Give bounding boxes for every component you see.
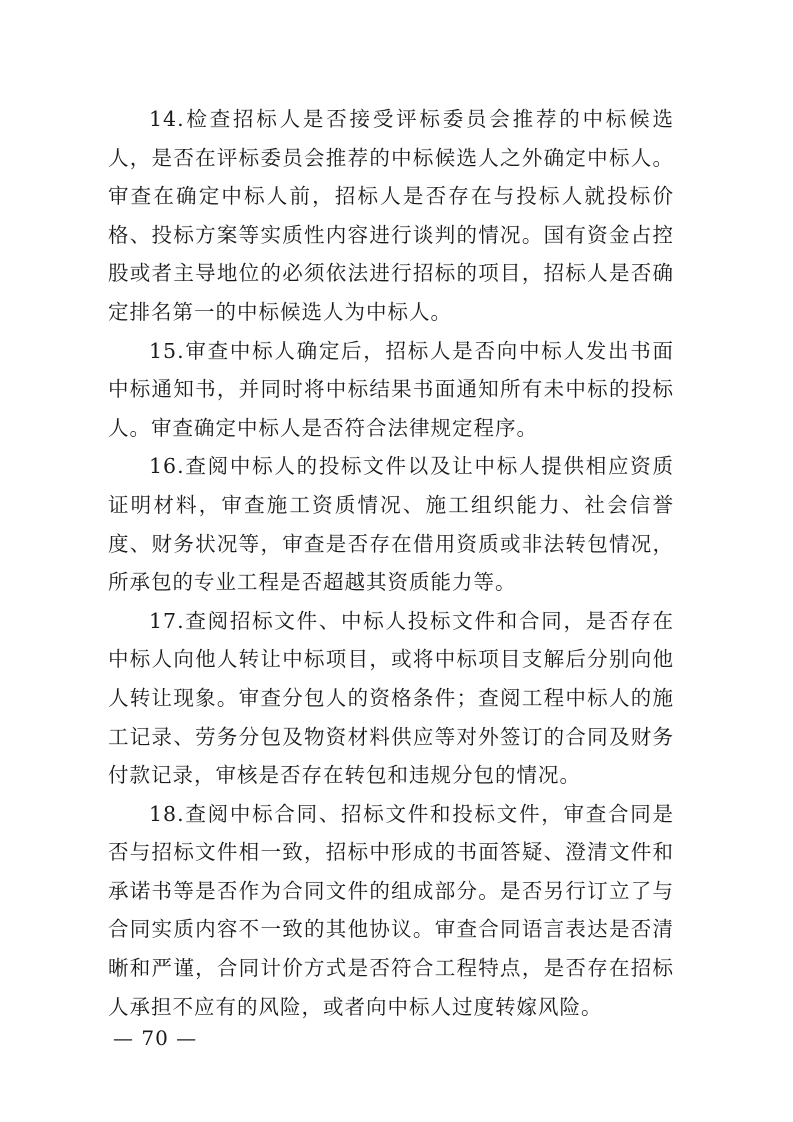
page-number: — 70 — (113, 1026, 198, 1050)
paragraph-item-16: 16.查阅中标人的投标文件以及让中标人提供相应资质证明材料，审查施工资质情况、施工组织能力、社会信誉度、财务状况等，审查是否存在借用资质或非法转包情况，所承包的专业工程是否超越其资质能力等。 (108, 454, 674, 595)
paragraph-item-18: 18.查阅中标合同、招标文件和投标文件，审查合同是否与招标文件相一致，招标中形成的书面答疑、澄清文件和承诺书等是否作为合同文件的组成部分。是否另行订立了与合同实质内容不一致的其他协议。审查合同语言表达是否清晰和严谨，合同计价方式是否符合工程特点，是否存在招标人承担不应有的风险，或者向中标人过度转嫁风险。 (108, 801, 674, 1019)
document-body (108, 100, 674, 1026)
paragraph-item-14: 14.检查招标人是否接受评标委员会推荐的中标候选人，是否在评标委员会推荐的中标候选人之外确定中标人。审查在确定中标人前，招标人是否存在与投标人就投标价格、投标方案等实质性内容进行谈判的情况。国有资金占控股或者主导地位的必须依法进行招标的项目，招标人是否确定排名第一的中标候选人为中标人。 (108, 107, 674, 324)
paragraph-item-17: 17.查阅招标文件、中标人投标文件和合同，是否存在中标人向他人转让中标项目，或将中标项目支解后分别向他人转让现象。审查分包人的资格条件；查阅工程中标人的施工记录、劳务分包及物资材料供应等对外签订的合同及财务付款记录，审核是否存在转包和违规分包的情况。 (108, 608, 674, 788)
paragraph-item-15: 15.审查中标人确定后，招标人是否向中标人发出书面中标通知书，并同时将中标结果书面通知所有未中标的投标人。审查确定中标人是否符合法律规定程序。 (108, 338, 674, 440)
